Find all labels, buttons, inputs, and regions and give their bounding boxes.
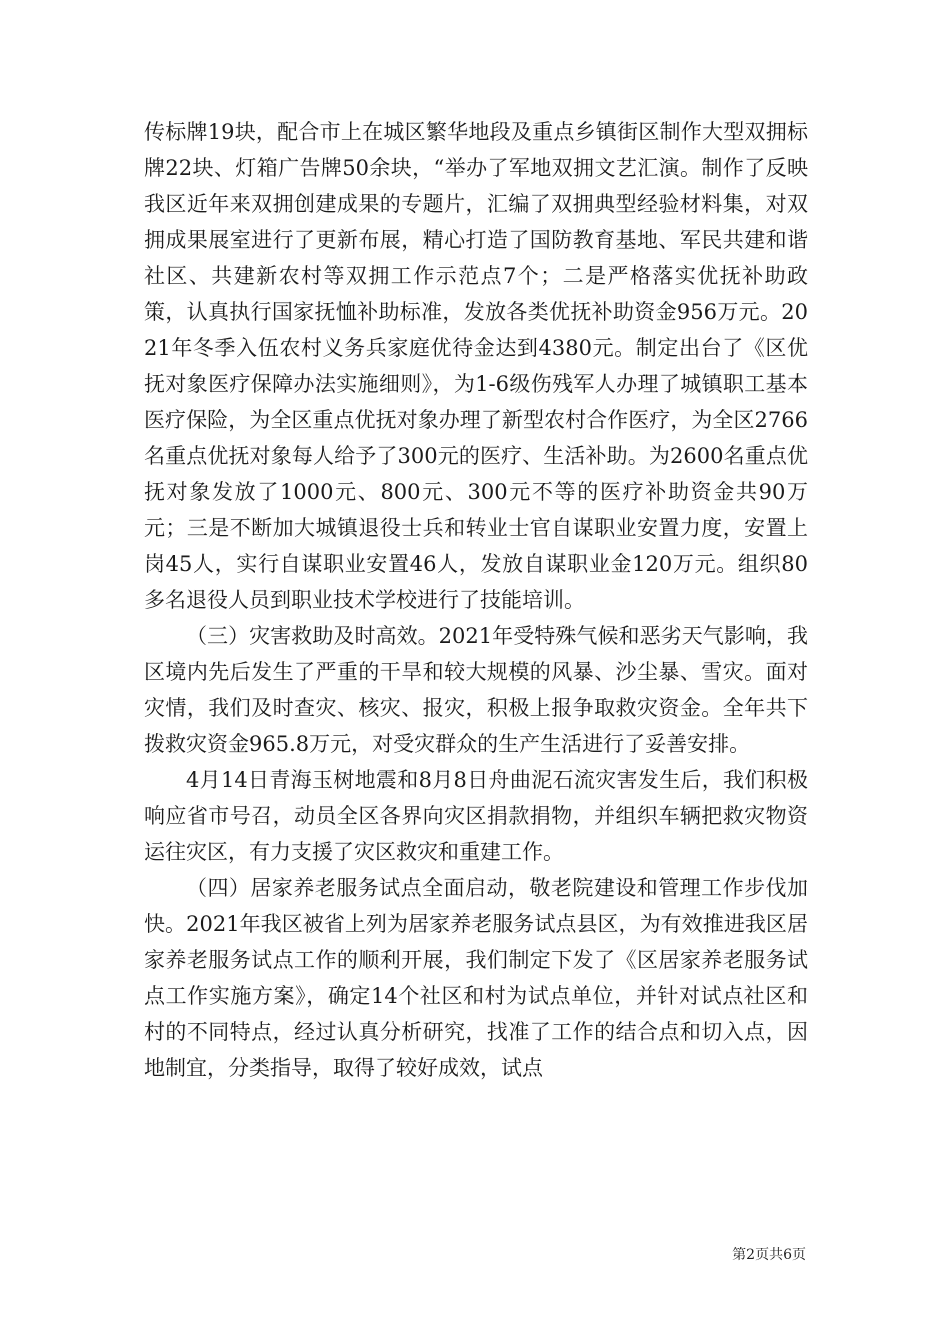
paragraph-1: 传标牌19块，配合市上在城区繁华地段及重点乡镇街区制作大型双拥标牌22块、灯箱广告牌50余块，“举办了军地双拥文艺汇演。制作了反映我区近年来双拥创建成果的专题片，汇编了双拥典型经验材料集，对双拥成果展室进行了更新布展，精心打造了国防教育基地、军民共建和谐社区、共建新农村等双拥工作示范点7个；二是严格落实优抚补助政策，认真执行国家抚恤补助标准，发放各类优抚补助资金956万元。2021年冬季入伍农村义务兵家庭优待金达到4380元。制定出台了《区优抚对象医疗保障办法实施细则》，为1-6级伤残军人办理了城镇职工基本医疗保险，为全区重点优抚对象办理了新型农村合作医疗，为全区2766名重点优抚对象每人给予了300元的医疗、生活补助。为2600名重点优抚对象发放了1000元、800元、300元不等的医疗补助资金共90万元；三是不断加大城镇退役士兵和转业士官自谋职业安置力度，安置上岗45人，实行自谋职业安置46人，发放自谋职业金120万元。组织80多名退役人员到职业技术学校进行了技能培训。 [144,120,808,612]
page-number-footer: 第2页共6页 [732,1247,806,1263]
paragraph-2-disaster-relief: （三）灾害救助及时高效。2021年受特殊气候和恶劣天气影响，我区境内先后发生了严重的干旱和较大规模的风暴、沙尘暴、雪灾。面对灾情，我们及时查灾、核灾、报灾，积极上报争取救灾资金。全年共下拨救灾资金965.8万元，对受灾群众的生产生活进行了妥善安排。 [144,624,808,756]
document-body [144,114,808,1086]
paragraph-3-earthquake-support: 4月14日青海玉树地震和8月8日舟曲泥石流灾害发生后，我们积极响应省市号召，动员全区各界向灾区捐款捐物，并组织车辆把救灾物资运往灾区，有力支援了灾区救灾和重建工作。 [144,768,808,864]
paragraph-4-elderly-care: （四）居家养老服务试点全面启动，敬老院建设和管理工作步伐加快。2021年我区被省上列为居家养老服务试点县区，为有效推进我区居家养老服务试点工作的顺利开展，我们制定下发了《区居家养老服务试点工作实施方案》，确定14个社区和村为试点单位，并针对试点社区和村的不同特点，经过认真分析研究，找准了工作的结合点和切入点，因地制宜，分类指导，取得了较好成效，试点 [144,876,808,1080]
